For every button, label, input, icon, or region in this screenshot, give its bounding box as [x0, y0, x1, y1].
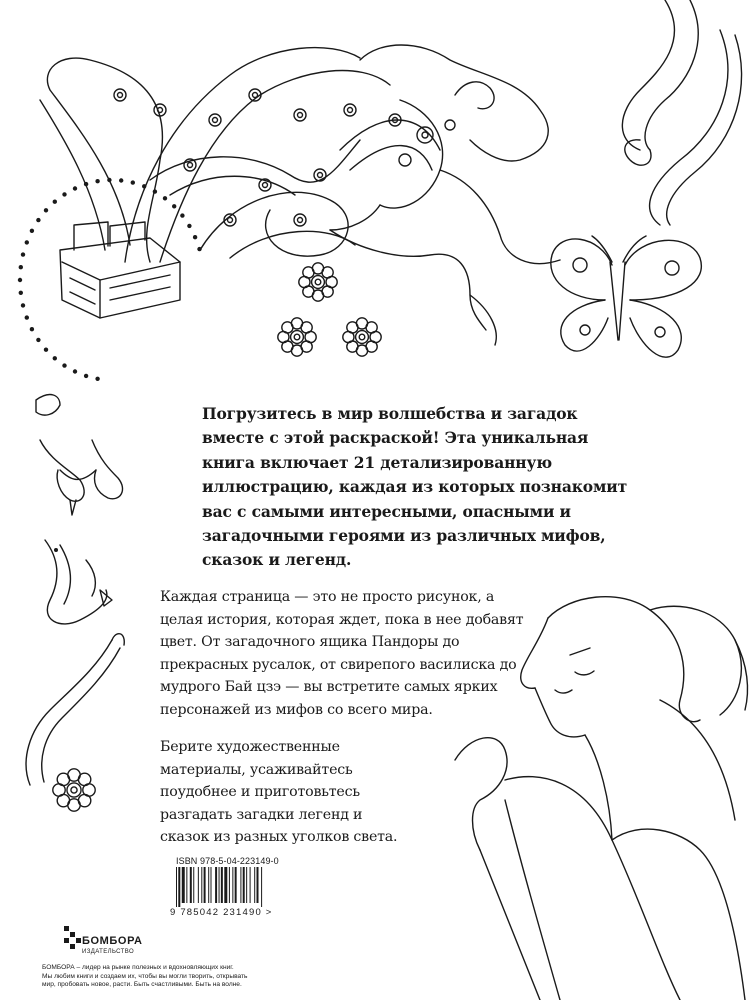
dotted-ring-icon: [18, 178, 202, 381]
body-line: материалы, усаживайтесь: [160, 761, 353, 778]
lead-line: иллюстрацию, каждая из которых познакомит: [202, 477, 628, 497]
dolphin-icon: [45, 540, 112, 624]
body-line: разгадать загадки легенд и: [160, 806, 363, 823]
body-line: поудобнее и приготовьтесь: [160, 784, 360, 801]
flower-rosette-icon: [53, 769, 95, 811]
hanging-snake-icon: [622, 0, 741, 225]
lead-line: загадочными героями из различных мифов,: [202, 526, 606, 546]
body-line: мудрого Бай цзэ — вы встретите самых ярких: [160, 679, 498, 696]
body-line: персонажей из мифов со всего мира.: [160, 701, 433, 718]
lead-line: вас с самыми интересными, опасными и: [202, 501, 571, 521]
lead-line: вместе с этой раскраской! Эта уникальная: [202, 428, 589, 448]
body-line: целая история, которая ждет, пока в нее добавят: [160, 611, 524, 628]
body-paragraph-2: [160, 736, 397, 849]
body-line: сказок из разных уголков света.: [160, 829, 398, 846]
publisher-tagline: [42, 964, 382, 990]
tagline-line: мир, пробовать новое, расти. Быть счастливыми. Быть на волне.: [42, 981, 242, 989]
publisher-logo-name: БОМБОРА: [82, 935, 143, 947]
isbn-label: ISBN 978-5-04-223149-0: [176, 856, 279, 866]
lead-paragraph: [202, 402, 632, 573]
body-paragraph-1: [160, 586, 523, 722]
publisher-logo-subtitle: ИЗДАТЕЛЬСТВО: [82, 949, 135, 955]
body-line: Берите художественные: [160, 739, 340, 755]
barcode-icon: [174, 867, 298, 907]
tagline-line: БОМБОРА – лидер на рынке полезных и вдохновляющих книг.: [42, 964, 234, 971]
snake-coiled-around-pandora-box-icon: [40, 48, 440, 318]
birds-icon: [36, 395, 123, 515]
body-line: прекрасных русалок, от свирепого василиска до: [160, 656, 517, 673]
lead-line: Погрузитесь в мир волшебства и загадок: [202, 404, 578, 423]
body-line: Каждая страница — это не просто рисунок, а: [160, 589, 495, 605]
tagline-line: Мы любим книги и создаем их, чтобы вы могли творить, открывать: [42, 972, 248, 980]
butterfly-icon: [551, 236, 702, 357]
flower-rosette-icon: [278, 263, 381, 356]
barcode-digits: 9 785042 231490 >: [170, 907, 273, 918]
flying-figure-icon: [330, 45, 560, 345]
body-line: цвет. От загадочного ящика Пандоры до: [160, 634, 460, 651]
small-snake-icon: [26, 634, 124, 785]
lead-line: сказок и легенд.: [202, 550, 352, 570]
lead-line: книга включает 21 детализированную: [202, 452, 553, 472]
